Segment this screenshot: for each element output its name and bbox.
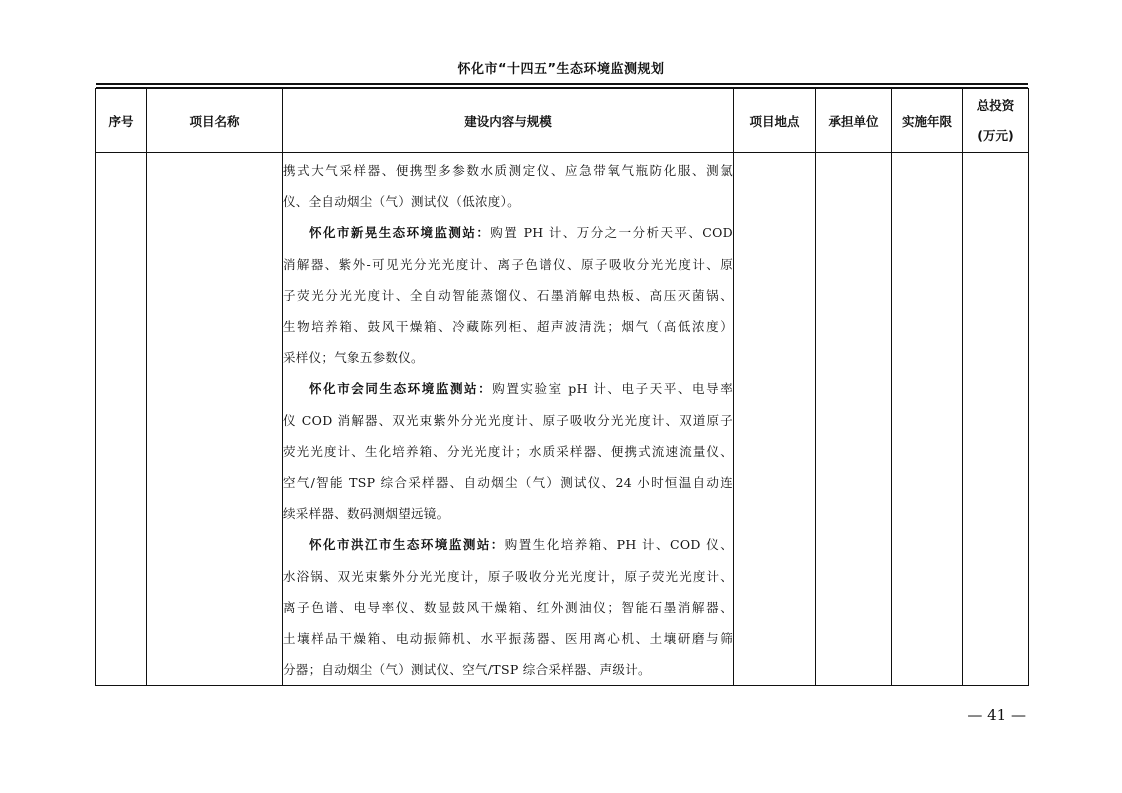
content-line [283, 373, 733, 404]
cell-investment [963, 153, 1029, 686]
content-line: 分器；自动烟尘（气）测试仪、空气/TSP 综合采样器、声级计。 [283, 662, 651, 678]
col-header-content: 建设内容与规模 [283, 89, 734, 153]
table-row [96, 153, 1029, 686]
content-text: 购置实验室 pH 计、电子天平、电导率 [492, 381, 733, 397]
col-header-name: 项目名称 [147, 89, 283, 153]
table-header-row [96, 89, 1029, 153]
content-line: 消解器、紫外-可见光分光光度计、离子色谱仪、原子吸收分光光度计、原 [283, 256, 733, 272]
content-line: 子荧光分光光度计、全自动智能蒸馏仪、石墨消解电热板、高压灭菌锅、 [283, 287, 733, 303]
cell-content [283, 153, 734, 686]
cell-period [892, 153, 963, 686]
content-text: 购置 PH 计、万分之一分析天平、COD [490, 225, 734, 241]
header-rule-thick [96, 83, 1028, 85]
content-line: 空气/智能 TSP 综合采样器、自动烟尘（气）测试仪、24 小时恒温自动连 [283, 475, 733, 491]
col-header-period: 实施年限 [892, 89, 963, 153]
content-line: 采样仪；气象五参数仪。 [283, 350, 424, 366]
content-line: 土壤样品干燥箱、电动振筛机、水平振荡器、医用离心机、土壤研磨与筛 [283, 631, 733, 647]
content-line: 离子色谱、电导率仪、数显鼓风干燥箱、红外测油仪；智能石墨消解器、 [283, 599, 733, 615]
station-name-hongjiang: 怀化市洪江市生态环境监测站： [309, 537, 505, 553]
page-number: — 41 — [967, 706, 1026, 724]
col-header-investment [963, 89, 1029, 153]
content-line: 水浴锅、双光束紫外分光光度计，原子吸收分光光度计，原子荧光光度计、 [283, 568, 733, 584]
col-header-location: 项目地点 [734, 89, 816, 153]
content-line [283, 217, 733, 248]
content-line: 生物培养箱、鼓风干燥箱、冷藏陈列柜、超声波清洗；烟气（高低浓度） [283, 319, 733, 335]
cell-owner [816, 153, 892, 686]
col-header-investment-line2: (万元) [977, 127, 1014, 143]
content-line: 荧光光度计、生化培养箱、分光光度计；水质采样器、便携式流速流量仪、 [283, 443, 733, 459]
content-line: 仪、全自动烟尘（气）测试仪（低浓度）。 [283, 194, 520, 210]
station-name-xinhuang: 怀化市新晃生态环境监测站： [309, 225, 491, 241]
content-line: 仪 COD 消解器、双光束紫外分光光度计、原子吸收分光光度计、双道原子 [283, 412, 733, 428]
project-table [95, 88, 1029, 686]
cell-index [96, 153, 147, 686]
content-line [283, 529, 733, 560]
col-header-index: 序号 [96, 89, 147, 153]
document-title: 怀化市“十四五”生态环境监测规划 [457, 62, 665, 77]
content-text: 购置生化培养箱、PH 计、COD 仪、 [504, 537, 733, 553]
cell-name [147, 153, 283, 686]
col-header-owner: 承担单位 [816, 89, 892, 153]
station-name-huitong: 怀化市会同生态环境监测站： [309, 381, 493, 397]
cell-location [734, 153, 816, 686]
content-line: 携式大气采样器、便携型多参数水质测定仪、应急带氧气瓶防化服、测氯 [283, 163, 733, 178]
col-header-investment-line1: 总投资 [976, 97, 1015, 113]
content-line: 续采样器、数码测烟望远镜。 [283, 506, 450, 522]
